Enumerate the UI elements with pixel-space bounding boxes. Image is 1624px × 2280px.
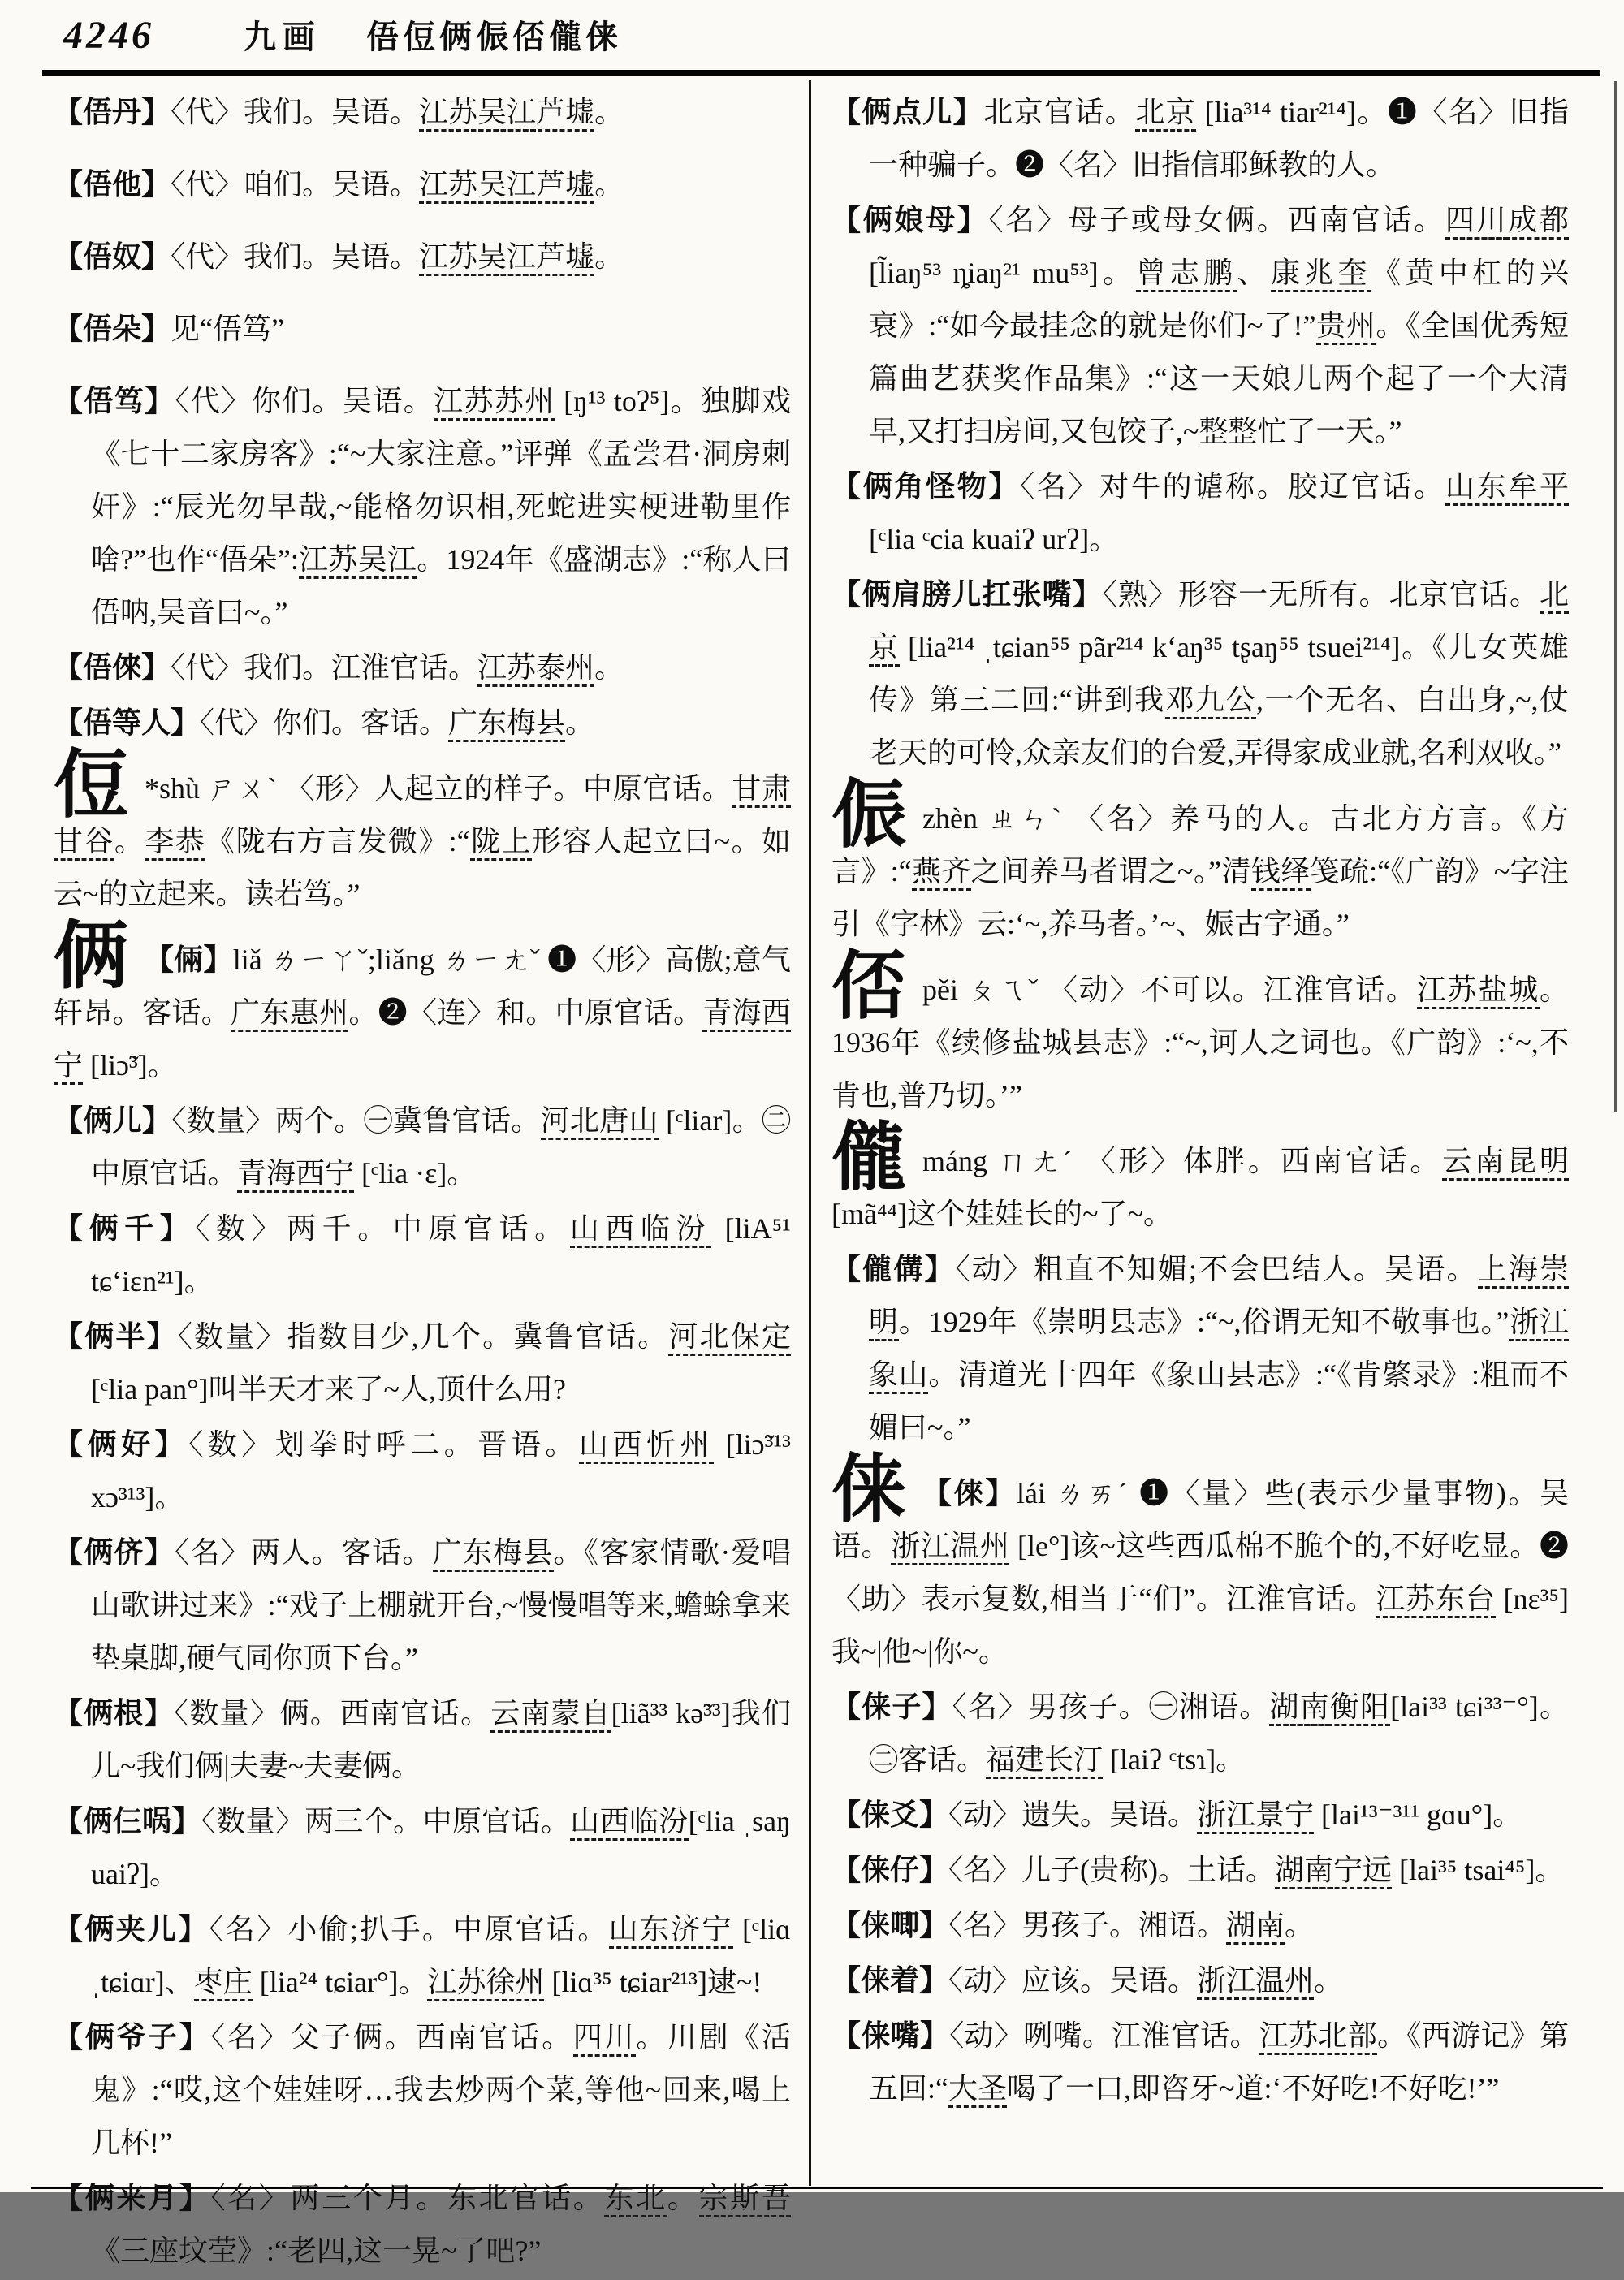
header-guide-characters: 俉侸俩侲俖儱俫: [366, 19, 622, 55]
proper-noun: 四川: [573, 2021, 636, 2057]
page-edge-line: [1614, 81, 1617, 1112]
proper-noun: 云南蒙自: [490, 1697, 611, 1733]
stroke-count-label: 九画: [244, 19, 322, 55]
proper-noun: 河北保定: [668, 1320, 791, 1356]
proper-noun: 湖南: [1269, 1691, 1329, 1726]
proper-noun: 湖南衡阳: [1269, 1691, 1390, 1726]
proper-noun: 浙江象山: [869, 1306, 1569, 1394]
proper-noun: 山西临汾: [570, 1805, 688, 1841]
dict-entry: 【俉笃】〈代〉你们。吴语。江苏苏州 [ŋ¹³ toʔ⁵]。独脚戏《七十二家房客》:“~大家注意。”评弹《孟尝君·洞房刺奸》:“辰光勿早哉,~能格勿识相,死蛇进实梗进勒里作啥?”也作“俉朵”:江苏吴江。1924年《盛湖志》:“称人曰俉呐,吴音曰~。”: [54, 385, 791, 628]
dict-entry: 【俫爻】〈动〉遗失。吴语。浙江景宁 [lai¹³⁻³¹¹ gɑu°]。: [831, 1789, 1569, 1842]
right-column: [831, 86, 1569, 2118]
dict-entry: 【俩肩膀儿扛张嘴】〈熟〉形容一无所有。北京官话。北京 [lia²¹⁴ ˌtɕian⁵⁵ pãr²¹⁴ kʻaŋ³⁵ tʂaŋ⁵⁵ tsuei²¹⁴]。《儿女英雄传》第三二回:“讲到我邓九公,一个无名、白出身,~,仗老天的可怜,众亲友们的台爱,弄得家成业就,名利双收。”: [831, 578, 1569, 769]
dict-entry: 【儱傋】〈动〉粗直不知媚;不会巴结人。吴语。上海崇明。1929年《崇明县志》:“~,俗谓无知不敬事也。”浙江象山。清道光十四年《象山县志》:“《肯綮录》:粗而不媚曰~。”: [831, 1253, 1569, 1444]
column-divider: [809, 80, 811, 2186]
head-entry: [54, 744, 791, 921]
proper-noun: 青海西宁: [237, 1157, 354, 1193]
proper-noun: 湖南: [1226, 1909, 1285, 1945]
entry-headword: 【俩夹儿】: [54, 1913, 209, 1945]
proper-noun: 河北唐山: [541, 1104, 659, 1140]
proper-noun: 广东惠州: [231, 996, 348, 1032]
head-character: 侲: [831, 774, 907, 857]
proper-noun: 云南昆明: [1442, 1145, 1569, 1181]
entry-headword: 【俩来月】: [54, 2182, 211, 2214]
proper-noun: 江苏吴江: [419, 96, 536, 132]
entry-headword: 【俩侪】: [54, 1536, 175, 1569]
dict-entry: 【俉丹】〈代〉我们。吴语。江苏吴江芦墟。: [54, 86, 791, 139]
proper-noun: 湖南: [1275, 1854, 1333, 1889]
dict-entry: 【俫着】〈动〉应该。吴语。浙江温州。: [831, 1954, 1569, 2007]
entry-headword: 【俩好】: [54, 1428, 189, 1461]
dict-entry: 【俩根】〈数量〉俩。西南官话。云南蒙自[liã³³ kə̃³³]我们儿~我们俩|夫妻~夫妻俩。: [54, 1697, 791, 1782]
head-entry: [831, 774, 1569, 951]
left-column: [54, 86, 791, 2280]
entry-headword: 【儱傋】: [831, 1253, 956, 1285]
head-entry: [54, 915, 791, 1092]
proper-noun: 青海西宁: [54, 996, 791, 1085]
dict-entry: 【俫仔】〈名〉儿子(贵称)。土话。湖南宁远 [lai³⁵ tsai⁴⁵]。: [831, 1844, 1569, 1897]
entry-headword: 【俫仔】: [831, 1854, 949, 1886]
head-entry-text: 【倆】liǎ ㄌㄧㄚˇ;liǎng ㄌㄧㄤˇ ❶〈形〉高傲;意气轩昂。客话。广东惠州。❷〈连〉和。中原官话。青海西宁 [liɔ̃³]。: [54, 934, 791, 1092]
entry-headword: 【俩根】: [54, 1697, 175, 1729]
dict-entry: 【俩千】〈数〉两千。中原官话。山西临汾 [liA⁵¹ tɕʻiɛn²¹]。: [54, 1212, 791, 1298]
page-header: [63, 11, 622, 63]
entry-headword: 【俫爻】: [831, 1799, 949, 1831]
entry-headword: 【俉笃】: [54, 385, 175, 417]
dict-entry: 【俉等人】〈代〉你们。客话。广东梅县。: [54, 697, 791, 749]
head-entry-text: zhèn ㄓㄣˋ 〈名〉养马的人。古北方方言。《方言》:“燕齐之间养马者谓之~。”清钱绎笺疏:“《广韵》~字注引《字林》云:‘~,养马者。’~、娠古字通。”: [831, 802, 1569, 940]
head-entry: [831, 1116, 1569, 1241]
proper-noun: 康兆奎: [1271, 257, 1371, 292]
proper-noun: 江苏吴江: [299, 543, 417, 579]
proper-noun: 北京: [1135, 96, 1196, 132]
entry-headword: 【俫嘴】: [831, 2019, 950, 2052]
proper-noun: 江苏吴江芦墟: [419, 240, 594, 276]
entry-headword: 【俫子】: [831, 1691, 952, 1723]
proper-noun: 贵州: [1316, 309, 1376, 345]
entry-headword: 【俩半】: [54, 1320, 178, 1353]
proper-noun: 江苏东台: [1376, 1583, 1495, 1618]
dict-entry: 【俩夹儿】〈名〉小偷;扒手。中原官话。山东济宁 [ᶜliɑ ˌtɕiɑr]、枣庄 [lia²⁴ tɕiar°]。江苏徐州 [liɑ³⁵ tɕiar²¹³]逮~!: [54, 1903, 791, 2009]
proper-noun: 山西临汾: [570, 1212, 711, 1248]
proper-noun: 北京: [869, 578, 1569, 667]
proper-noun: 山东牟平: [1445, 470, 1569, 506]
dict-entry: 【俩角怪物】〈名〉对牛的谑称。胶辽官话。山东牟平 [ᶜlia ᶜcia kuaiʔ urʔ]。: [831, 470, 1569, 555]
entry-headword: 【俩仨㖞】: [54, 1805, 201, 1837]
entry-headword: 【俩爷子】: [54, 2021, 211, 2053]
head-character: 俫: [831, 1449, 907, 1531]
entry-headword: 【俩娘母】: [831, 204, 989, 236]
proper-noun: 山东济宁: [609, 1913, 733, 1949]
proper-noun: 浙江温州: [891, 1530, 1009, 1565]
proper-noun: 江苏盐城: [1417, 974, 1540, 1009]
entry-headword: 【俉他】: [54, 168, 171, 201]
entry-headword: 【俩千】: [54, 1212, 196, 1245]
head-entry-text: *shù ㄕㄨˋ 〈形〉人起立的样子。中原官话。甘肃甘谷。李恭《陇右方言发微》:“陇上形容人起立曰~。如云~的立起来。读若笃。”: [54, 772, 791, 910]
proper-noun: 江苏吴江芦墟: [419, 96, 594, 132]
entry-headword: 【俫着】: [831, 1964, 949, 1997]
dict-entry: 【俫子】〈名〉男孩子。㊀湘语。湖南衡阳[lai³³ tɕi³³⁻°]。㊁客话。福建长汀 [laiʔ ᶜtsɿ]。: [831, 1681, 1569, 1786]
proper-noun: 钱绎: [1251, 855, 1311, 891]
head-entry: [831, 1449, 1569, 1678]
entry-headword: 【俩点儿】: [831, 96, 984, 128]
dict-entry: 【俉朵】见“俉笃”: [54, 313, 284, 345]
dict-entry: 【俫唧】〈名〉男孩子。湘语。湖南。: [831, 1899, 1569, 1952]
entry-headword: 【俉等人】: [54, 706, 201, 739]
proper-noun: 邓九公: [1165, 684, 1256, 719]
proper-noun: 陇上: [470, 825, 532, 861]
proper-noun: 宗斯吾: [699, 2182, 791, 2217]
proper-noun: 枣庄: [194, 1966, 253, 2001]
dict-entry: 【俩仨㖞】〈数量〉两三个。中原官话。山西临汾[ᶜlia ˌsaŋ uaiʔ]。: [54, 1805, 791, 1890]
dict-entry: 【俩好】〈数〉划拳时呼二。晋语。山西忻州 [liɔ̃³¹³ xɔ³¹³]。: [54, 1428, 791, 1514]
dict-entry: 【俫嘴】〈动〉咧嘴。江淮官话。江苏北部。《西游记》第五回:“大圣喝了一口,即咨牙~道:‘不好吃!不好吃!’”: [831, 2010, 1569, 2115]
proper-noun: 东北: [604, 2182, 667, 2217]
proper-noun: 江苏吴江芦墟: [419, 168, 594, 204]
proper-noun: 江苏吴江: [419, 168, 536, 204]
proper-noun: 山西忻州: [579, 1428, 714, 1464]
entry-headword: 【俩角怪物】: [831, 470, 1021, 503]
dict-entry: 【俩点儿】北京官话。北京 [lia³¹⁴ tiar²¹⁴]。❶〈名〉旧指一种骗子。❷〈名〉旧指信耶稣教的人。: [831, 96, 1569, 181]
proper-noun: 广东梅县: [448, 706, 565, 742]
dict-entry: 【俩半】〈数量〉指数目少,几个。冀鲁官话。河北保定 [ᶜlia pan°]叫半天才来了~人,顶什么用?: [54, 1320, 791, 1406]
proper-noun: 江苏泰州: [477, 651, 594, 687]
head-character: 儱: [831, 1116, 907, 1199]
page-number: 4246: [63, 14, 154, 57]
proper-noun: 上海崇明: [869, 1253, 1569, 1341]
proper-noun: 李恭: [145, 825, 205, 861]
dict-entry: 【俩侪】〈名〉两人。客话。广东梅县。《客家情歌·爱唱山歌讲过来》:“戏子上棚就开台,~慢慢唱等来,蟾蜍拿来垫桌脚,硬气同你顶下台。”: [54, 1536, 791, 1674]
proper-noun: 燕齐: [912, 855, 971, 891]
proper-noun: 江苏北部: [1259, 2019, 1377, 2055]
dict-entry: 【俩爷子】〈名〉父子俩。西南官话。四川。川剧《活鬼》:“哎,这个娃娃呀…我去炒两个菜,等他~回来,喝上几杯!”: [54, 2021, 791, 2159]
proper-noun: 广东梅县: [433, 1536, 554, 1572]
dict-entry: 【俩来月】〈名〉两三个月。东北官话。东北。宗斯吾《三座坟茔》:“老四,这一晃~了吧?”: [54, 2182, 791, 2267]
proper-noun: 大圣: [948, 2072, 1007, 2108]
head-character: 侸: [54, 744, 129, 827]
head-character: 俖: [831, 945, 907, 1028]
header-rule: [42, 70, 1600, 76]
proper-noun: 四川成都: [1445, 204, 1569, 240]
proper-noun: 江苏徐州: [427, 1966, 544, 2001]
entry-headword: 【俩肩膀儿扛张嘴】: [831, 578, 1103, 611]
entry-headword: 【俉丹】: [54, 96, 171, 128]
entry-headword: 【倈】: [922, 1477, 1017, 1509]
entry-headword: 【俉倈】: [54, 651, 171, 684]
head-entry-text: pěi ㄆㄟˇ 〈动〉不可以。江淮官话。江苏盐城。1936年《续修盐城县志》:“~,诃人之词也。《广韵》:‘~,不肯也,普乃切。’”: [831, 974, 1569, 1112]
dict-entry: 【俩儿】〈数量〉两个。㊀冀鲁官话。河北唐山 [ᶜliar]。㊁中原官话。青海西宁 [ᶜlia ·ɛ]。: [54, 1095, 791, 1200]
proper-noun: 四川: [1445, 204, 1508, 240]
entry-headword: 【俉朵】: [54, 313, 171, 345]
dict-entry: 【俉他】〈代〉咱们。吴语。江苏吴江芦墟。: [54, 158, 791, 211]
proper-noun: 浙江温州: [1197, 1964, 1314, 2000]
dict-entry: 【俩娘母】〈名〉母子或母女俩。西南官话。四川成都 [l̃iaŋ⁵³ ȵiaŋ²¹ mu⁵³]。曾志鹏、康兆奎《黄中杠的兴衰》:“如今最挂念的就是你们~了!”贵州。《全国优秀短篇曲艺获奖作品集》:“这一天娘儿两个起了一个大清早,又打扫房间,又包饺子,~整整忙了一天。”: [831, 204, 1569, 447]
head-entry: [831, 945, 1569, 1122]
head-entry-text: máng ㄇㄤˊ 〈形〉体胖。西南官话。云南昆明 [mã⁴⁴]这个娃娃长的~了~。: [831, 1145, 1569, 1230]
dict-entry: 【俉倈】〈代〉我们。江淮官话。江苏泰州。: [54, 641, 791, 694]
entry-headword: 【俩儿】: [54, 1104, 172, 1137]
proper-noun: 福建长汀: [986, 1743, 1103, 1779]
head-character: 俩: [54, 915, 129, 998]
proper-noun: 甘肃甘谷: [54, 772, 791, 861]
entry-headword: 【俫唧】: [831, 1909, 949, 1941]
proper-noun: 浙江景宁: [1197, 1799, 1314, 1834]
entry-headword: 【俉奴】: [54, 240, 171, 273]
proper-noun: 江苏吴江: [419, 240, 536, 276]
head-entry-text: 【倈】lái ㄌㄞˊ ❶〈量〉些(表示少量事物)。吴语。浙江温州 [le°]该~这些西瓜棉不脆个的,不好吃显。❷〈助〉表示复数,相当于“们”。江淮官话。江苏东台 [nɛ³⁵]我~|他~|你~。: [831, 1477, 1569, 1668]
proper-noun: 湖南宁远: [1275, 1854, 1392, 1889]
dict-entry: 【俉奴】〈代〉我们。吴语。江苏吴江芦墟。: [54, 231, 791, 283]
proper-noun: 曾志鹏: [1136, 257, 1237, 292]
entry-headword: 【倆】: [145, 944, 233, 976]
proper-noun: 江苏苏州: [434, 385, 555, 421]
